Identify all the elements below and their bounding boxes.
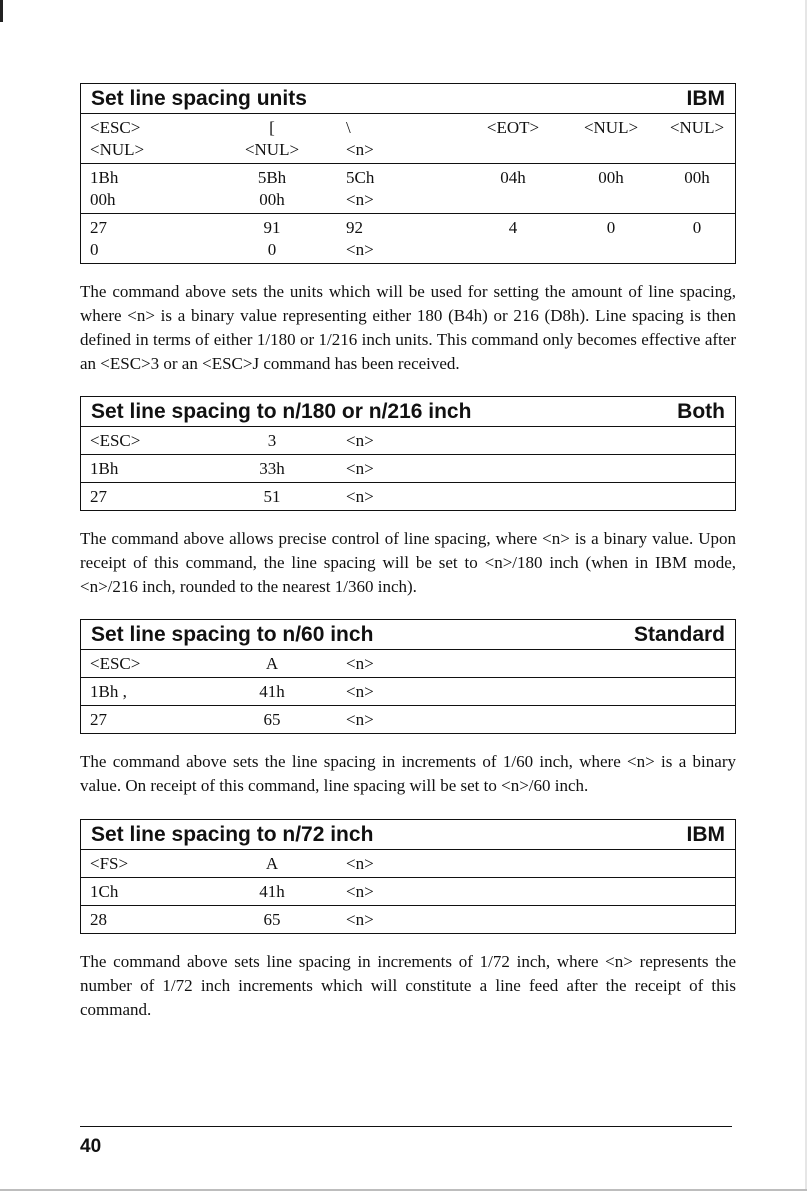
code-row: [81, 909, 735, 931]
command-mode: IBM: [686, 822, 725, 846]
ascii-row-group: [81, 650, 735, 678]
footer-rule: [80, 1126, 732, 1127]
code-cell: 91: [263, 218, 281, 237]
command-box-line-spacing-n180: [80, 396, 736, 511]
code-cell: <n>: [346, 459, 374, 478]
code-cell: 27: [90, 710, 107, 729]
code-cell: 3: [267, 431, 277, 450]
decimal-row-group: [81, 906, 735, 933]
code-cell: 4: [508, 218, 518, 237]
hex-row-group: [81, 164, 735, 214]
code-cell: 0: [692, 218, 702, 237]
code-row: [81, 217, 735, 239]
page-content: [80, 83, 736, 1022]
code-cell: <n>: [346, 487, 374, 506]
code-cell: <ESC>: [90, 118, 141, 137]
code-row: [81, 189, 735, 211]
code-cell: 1Bh ,: [90, 682, 127, 701]
code-row: [81, 458, 735, 480]
command-box-line-spacing-n60: [80, 619, 736, 734]
code-cell: <FS>: [90, 854, 129, 873]
code-cell: <NUL>: [90, 140, 145, 159]
code-cell: A: [265, 654, 279, 673]
command-title-bar: [81, 397, 735, 427]
command-title: Set line spacing to n/60 inch: [91, 622, 374, 646]
command-title: Set line spacing to n/72 inch: [91, 822, 374, 846]
code-row: [81, 167, 735, 189]
code-cell: 00h: [259, 190, 285, 209]
code-cell: 00h: [684, 168, 710, 187]
command-description: The command above sets the units which will be used for setting the amount of line spacing, where <n> is a binary value representing either 180 (B4h) or 216 (D8h). Line spacing is then defined in terms of either 1/180 or 1/216 inch units. This command only becomes effective after an <ESC>3 or an <ESC>J command has been received.: [80, 282, 736, 373]
hex-row-group: [81, 455, 735, 483]
code-cell: <n>: [346, 431, 374, 450]
code-cell: 27: [90, 487, 107, 506]
code-cell: <NUL>: [583, 118, 639, 137]
code-cell: <n>: [346, 854, 374, 873]
code-cell: [: [269, 118, 275, 137]
code-cell: <NUL>: [244, 140, 300, 159]
code-cell: 51: [263, 487, 281, 506]
code-cell: 65: [263, 710, 281, 729]
code-row: [81, 653, 735, 675]
hex-row-group: [81, 678, 735, 706]
code-cell: <ESC>: [90, 431, 141, 450]
scan-edge-mark: [0, 0, 3, 22]
code-row: [81, 239, 735, 261]
ascii-row-group: [81, 114, 735, 164]
command-title: Set line spacing to n/180 or n/216 inch: [91, 399, 472, 423]
command-description: The command above sets line spacing in increments of 1/72 inch, where <n> represents the number of 1/72 inch increments which will constitute a line feed after the receipt of this command.: [80, 952, 736, 1019]
code-cell: 0: [267, 240, 277, 259]
code-cell: 33h: [259, 459, 285, 478]
code-cell: 00h: [598, 168, 624, 187]
code-cell: 5Bh: [257, 168, 287, 187]
code-row: [81, 430, 735, 452]
code-cell: 0: [90, 240, 99, 259]
code-cell: 1Bh: [90, 459, 119, 478]
code-cell: 27: [90, 218, 107, 237]
code-cell: <n>: [346, 882, 374, 901]
code-row: [81, 681, 735, 703]
code-cell: 1Bh: [90, 168, 119, 187]
code-cell: 41h: [259, 682, 285, 701]
code-row: [81, 486, 735, 508]
code-cell: 04h: [500, 168, 526, 187]
command-title: Set line spacing units: [91, 86, 307, 110]
code-cell: 65: [263, 910, 281, 929]
code-cell: <EOT>: [486, 118, 540, 137]
code-cell: <n>: [346, 910, 374, 929]
code-cell: 5Ch: [346, 168, 375, 187]
page-number: 40: [80, 1136, 102, 1157]
code-cell: <ESC>: [90, 654, 141, 673]
command-box-line-spacing-n72: [80, 819, 736, 934]
command-title-bar: [81, 820, 735, 850]
code-cell: 41h: [259, 882, 285, 901]
code-row: [81, 139, 735, 161]
code-row: [81, 853, 735, 875]
code-cell: <n>: [346, 710, 374, 729]
hex-row-group: [81, 878, 735, 906]
code-cell: 0: [606, 218, 616, 237]
command-description: The command above allows precise control of line spacing, where <n> is a binary value. Upon receipt of this command, the line spacing will be set to <n>/180 inch (when in IBM mode, <n>/216 inch, rounded to the nearest 1/360 inch).: [80, 529, 736, 596]
code-cell: 1Ch: [90, 882, 119, 901]
ascii-row-group: [81, 427, 735, 455]
code-cell: <n>: [346, 682, 374, 701]
code-cell: <n>: [346, 190, 374, 209]
decimal-row-group: [81, 483, 735, 510]
code-row: [81, 881, 735, 903]
code-cell: A: [265, 854, 279, 873]
code-cell: 00h: [90, 190, 116, 209]
code-cell: \: [346, 118, 351, 137]
code-cell: <n>: [346, 240, 374, 259]
command-mode: Standard: [633, 622, 725, 646]
code-cell: <NUL>: [669, 118, 725, 137]
code-row: [81, 117, 735, 139]
command-mode: IBM: [686, 86, 725, 110]
code-cell: <n>: [346, 654, 374, 673]
code-row: [81, 709, 735, 731]
command-title-bar: [81, 84, 735, 114]
decimal-row-group: [81, 214, 735, 263]
code-cell: 28: [90, 910, 107, 929]
code-cell: <n>: [346, 140, 374, 159]
command-description: The command above sets the line spacing in increments of 1/60 inch, where <n> is a binary value. On receipt of this command, line spacing will be set to <n>/60 inch.: [80, 752, 736, 795]
code-cell: 92: [346, 218, 363, 237]
command-box-line-spacing-units: [80, 83, 736, 264]
command-title-bar: [81, 620, 735, 650]
ascii-row-group: [81, 850, 735, 878]
command-mode: Both: [677, 399, 725, 423]
decimal-row-group: [81, 706, 735, 733]
